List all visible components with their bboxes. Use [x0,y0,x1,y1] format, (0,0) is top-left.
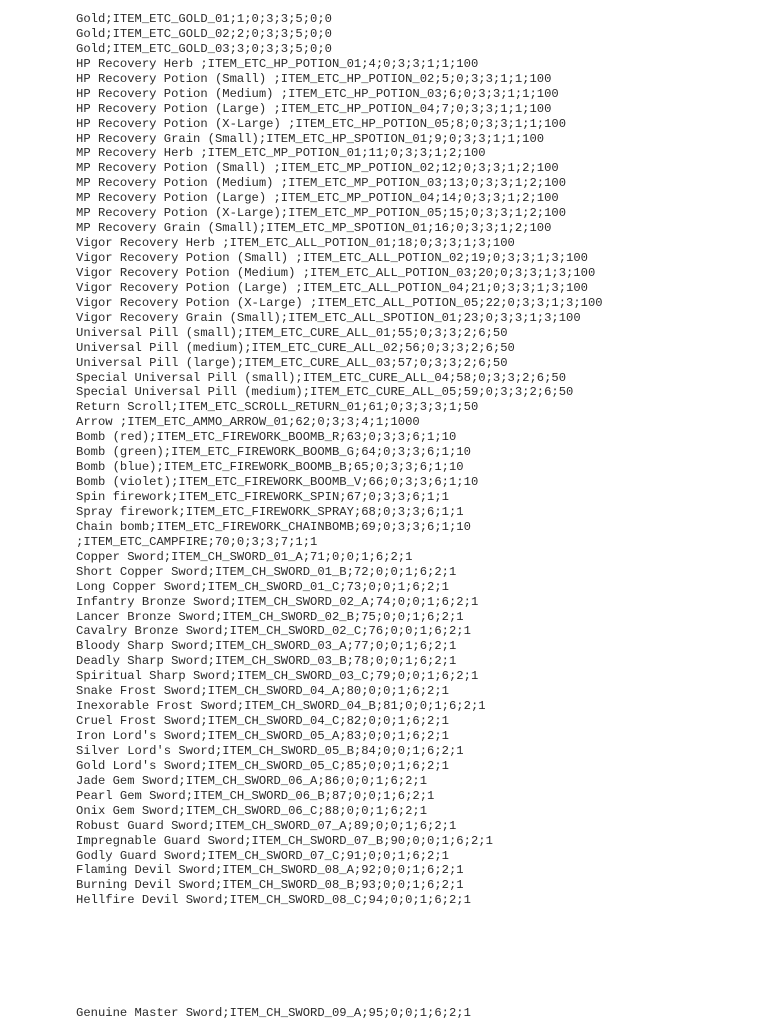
text-line: Spiritual Sharp Sword;ITEM_CH_SWORD_03_C;79;0;0;1;6;2;1 [76,669,479,684]
text-line: Gold;ITEM_ETC_GOLD_02;2;0;3;3;5;0;0 [76,26,332,41]
text-line: HP Recovery Potion (Large) ;ITEM_ETC_HP_POTION_04;7;0;3;3;1;1;100 [76,101,552,116]
text-line: Pearl Gem Sword;ITEM_CH_SWORD_06_B;87;0;0;1;6;2;1 [76,788,435,803]
text-line: Gold;ITEM_ETC_GOLD_01;1;0;3;3;5;0;0 [76,12,332,26]
text-line: Vigor Recovery Potion (Small) ;ITEM_ETC_ALL_POTION_02;19;0;3;3;1;3;100 [76,251,588,265]
text-line: ;ITEM_ETC_CAMPFIRE;70;0;3;3;7;1;1 [76,534,318,549]
text-line: Chain bomb;ITEM_ETC_FIREWORK_CHAINBOMB;69;0;3;3;6;1;10 [76,519,471,534]
text-line: Genuine Master Sword;ITEM_CH_SWORD_09_A;95;0;0;1;6;2;1 [76,1006,471,1021]
text-line: Arrow ;ITEM_ETC_AMMO_ARROW_01;62;0;3;3;4;1;1000 [76,415,420,430]
text-line: Cavalry Bronze Sword;ITEM_CH_SWORD_02_C;76;0;0;1;6;2;1 [76,624,471,639]
text-line: MP Recovery Potion (Large) ;ITEM_ETC_MP_POTION_04;14;0;3;3;1;2;100 [76,191,559,206]
text-line: Lancer Bronze Sword;ITEM_CH_SWORD_02_B;75;0;0;1;6;2;1 [76,609,464,624]
text-line: MP Recovery Potion (Medium) ;ITEM_ETC_MP_POTION_03;13;0;3;3;1;2;100 [76,176,567,191]
trailing-item-list [76,1006,756,1021]
text-line: Long Copper Sword;ITEM_CH_SWORD_01_C;73;0;0;1;6;2;1 [76,579,449,594]
text-line: Robust Guard Sword;ITEM_CH_SWORD_07_A;89;0;0;1;6;2;1 [76,818,457,833]
text-line: HP Recovery Potion (Small) ;ITEM_ETC_HP_POTION_02;5;0;3;3;1;1;100 [76,71,552,86]
text-line: Copper Sword;ITEM_CH_SWORD_01_A;71;0;0;1;6;2;1 [76,549,413,564]
text-line: HP Recovery Potion (X-Large) ;ITEM_ETC_HP_POTION_05;8;0;3;3;1;1;100 [76,116,567,131]
text-line: Burning Devil Sword;ITEM_CH_SWORD_08_B;93;0;0;1;6;2;1 [76,878,464,893]
text-line: Cruel Frost Sword;ITEM_CH_SWORD_04_C;82;0;0;1;6;2;1 [76,714,449,729]
text-line: Vigor Recovery Herb ;ITEM_ETC_ALL_POTION_01;18;0;3;3;1;3;100 [76,236,515,251]
text-line: Special Universal Pill (medium);ITEM_ETC_CURE_ALL_05;59;0;3;3;2;6;50 [76,385,574,400]
text-line: Infantry Bronze Sword;ITEM_CH_SWORD_02_A;74;0;0;1;6;2;1 [76,594,479,609]
text-line: HP Recovery Herb ;ITEM_ETC_HP_POTION_01;4;0;3;3;1;1;100 [76,56,479,71]
text-line: Short Copper Sword;ITEM_CH_SWORD_01_B;72;0;0;1;6;2;1 [76,564,457,579]
text-line: MP Recovery Grain (Small);ITEM_ETC_MP_SPOTION_01;16;0;3;3;1;2;100 [76,221,552,236]
text-line: Universal Pill (large);ITEM_ETC_CURE_ALL_03;57;0;3;3;2;6;50 [76,355,508,370]
text-line: Vigor Recovery Potion (Large) ;ITEM_ETC_ALL_POTION_04;21;0;3;3;1;3;100 [76,280,588,295]
text-line: Gold;ITEM_ETC_GOLD_03;3;0;3;3;5;0;0 [76,41,332,56]
text-line: Inexorable Frost Sword;ITEM_CH_SWORD_04_B;81;0;0;1;6;2;1 [76,699,486,714]
text-line: MP Recovery Potion (X-Large);ITEM_ETC_MP_POTION_05;15;0;3;3;1;2;100 [76,206,567,221]
text-line: Onix Gem Sword;ITEM_CH_SWORD_06_C;88;0;0;1;6;2;1 [76,803,428,818]
text-line: Godly Guard Sword;ITEM_CH_SWORD_07_C;91;0;0;1;6;2;1 [76,848,449,863]
text-line: MP Recovery Potion (Small) ;ITEM_ETC_MP_POTION_02;12;0;3;3;1;2;100 [76,161,559,176]
text-line: Bomb (red);ITEM_ETC_FIREWORK_BOOMB_R;63;0;3;3;6;1;10 [76,430,457,445]
text-line: Spin firework;ITEM_ETC_FIREWORK_SPIN;67;0;3;3;6;1;1 [76,490,449,504]
text-line: Gold Lord's Sword;ITEM_CH_SWORD_05_C;85;0;0;1;6;2;1 [76,758,449,773]
text-line: Return Scroll;ITEM_ETC_SCROLL_RETURN_01;61;0;3;3;3;1;50 [76,400,479,415]
text-line: Flaming Devil Sword;ITEM_CH_SWORD_08_A;92;0;0;1;6;2;1 [76,863,464,878]
text-line: Vigor Recovery Grain (Small);ITEM_ETC_ALL_SPOTION_01;23;0;3;3;1;3;100 [76,310,581,325]
document-body [76,12,756,1021]
text-line: Hellfire Devil Sword;ITEM_CH_SWORD_08_C;94;0;0;1;6;2;1 [76,893,471,908]
text-line: Deadly Sharp Sword;ITEM_CH_SWORD_03_B;78;0;0;1;6;2;1 [76,654,457,669]
text-line: Silver Lord's Sword;ITEM_CH_SWORD_05_B;84;0;0;1;6;2;1 [76,743,464,758]
text-line: Bomb (green);ITEM_ETC_FIREWORK_BOOMB_G;64;0;3;3;6;1;10 [76,445,471,460]
text-line: HP Recovery Grain (Small);ITEM_ETC_HP_SPOTION_01;9;0;3;3;1;1;100 [76,131,545,146]
text-line: Vigor Recovery Potion (Medium) ;ITEM_ETC_ALL_POTION_03;20;0;3;3;1;3;100 [76,265,596,280]
text-line: MP Recovery Herb ;ITEM_ETC_MP_POTION_01;11;0;3;3;1;2;100 [76,146,486,161]
text-line: Jade Gem Sword;ITEM_CH_SWORD_06_A;86;0;0;1;6;2;1 [76,773,428,788]
text-line: Bomb (violet);ITEM_ETC_FIREWORK_BOOMB_V;66;0;3;3;6;1;10 [76,475,479,490]
blank-gap [76,908,756,1006]
text-line: Iron Lord's Sword;ITEM_CH_SWORD_05_A;83;0;0;1;6;2;1 [76,729,449,743]
text-line: Universal Pill (small);ITEM_ETC_CURE_ALL_01;55;0;3;3;2;6;50 [76,325,508,340]
text-line: Spray firework;ITEM_ETC_FIREWORK_SPRAY;68;0;3;3;6;1;1 [76,504,464,519]
text-line: Impregnable Guard Sword;ITEM_CH_SWORD_07_B;90;0;0;1;6;2;1 [76,833,493,848]
text-line: Universal Pill (medium);ITEM_ETC_CURE_ALL_02;56;0;3;3;2;6;50 [76,340,515,355]
item-list [76,12,756,908]
text-line: HP Recovery Potion (Medium) ;ITEM_ETC_HP_POTION_03;6;0;3;3;1;1;100 [76,86,559,101]
text-line: Snake Frost Sword;ITEM_CH_SWORD_04_A;80;0;0;1;6;2;1 [76,684,449,699]
text-line: Bomb (blue);ITEM_ETC_FIREWORK_BOOMB_B;65;0;3;3;6;1;10 [76,460,464,475]
text-line: Special Universal Pill (small);ITEM_ETC_CURE_ALL_04;58;0;3;3;2;6;50 [76,370,567,385]
text-line: Bloody Sharp Sword;ITEM_CH_SWORD_03_A;77;0;0;1;6;2;1 [76,639,457,654]
text-line: Vigor Recovery Potion (X-Large) ;ITEM_ETC_ALL_POTION_05;22;0;3;3;1;3;100 [76,295,603,310]
